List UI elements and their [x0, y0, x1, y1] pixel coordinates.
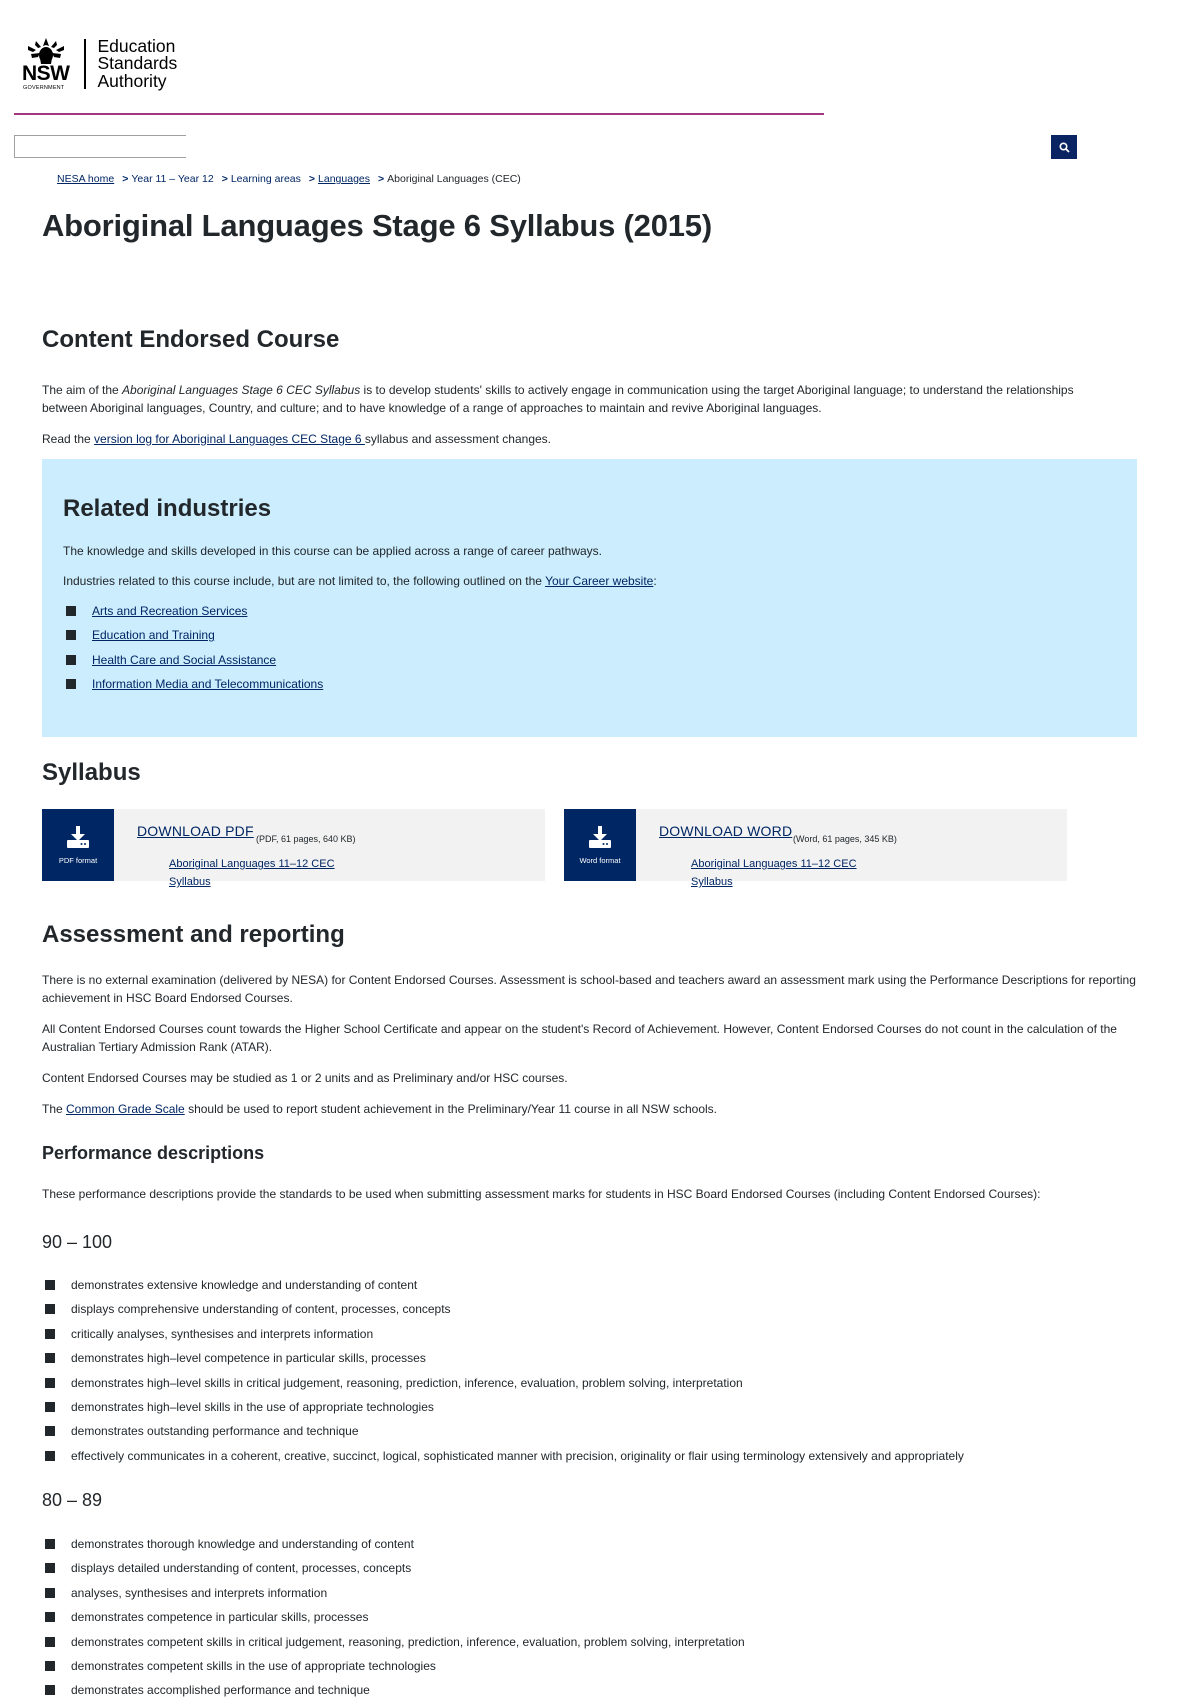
band-item-text: displays comprehensive understanding of content, processes, concepts	[71, 1302, 451, 1317]
performance-intro: These performance descriptions provide the standards to be used when submitting assessment marks for students in HSC Board Endorsed Courses (including Content Endorsed Courses):	[42, 1187, 1041, 1201]
bullet-square-icon	[45, 1304, 55, 1314]
list-item	[42, 1608, 745, 1632]
list-item	[42, 1447, 964, 1471]
download-word-meta: (Word, 61 pages, 345 KB)	[793, 834, 897, 844]
industry-link-education[interactable]: Education and Training	[92, 628, 215, 643]
bullet-square-icon	[66, 679, 76, 689]
download-word-desc-line-1: Aboriginal Languages 11–12 CEC	[691, 858, 857, 870]
related-career-text: Industries related to this course include, but are not limited to, the following outlined on the	[63, 574, 546, 588]
cec-intro	[42, 381, 1102, 417]
version-log-text: Read the	[42, 432, 95, 446]
band-item-text: demonstrates high–level skills in critical judgement, reasoning, prediction, inference, evaluation, problem solving, interpretation	[71, 1375, 743, 1390]
list-item	[63, 675, 323, 699]
download-pdf-description[interactable]	[169, 855, 359, 891]
related-intro: The knowledge and skills developed in this course can be applied across a range of career pathways.	[63, 544, 602, 558]
industries-list	[63, 602, 323, 700]
cec-intro-text-rest: is to develop students' skills to actively engage in communication using the target Aboriginal language; to understand the relationships between Aboriginal languages, Country, and culture; and to have knowledge of a range of approaches to maintain and revive Aboriginal languages.	[42, 383, 1074, 415]
list-item	[42, 1325, 964, 1349]
breadcrumb	[57, 173, 529, 185]
band-item-text: displays detailed understanding of content, processes, concepts	[71, 1561, 412, 1576]
org-name	[97, 35, 178, 91]
cgs-text: The	[42, 1102, 67, 1116]
industry-link-health[interactable]: Health Care and Social Assistance	[92, 652, 277, 667]
bullet-square-icon	[45, 1451, 55, 1461]
download-card-word	[564, 809, 1067, 888]
version-log-text-rest: syllabus and assessment changes.	[364, 432, 551, 446]
download-pdf-meta: (PDF, 61 pages, 640 KB)	[256, 834, 356, 844]
band-item-text: demonstrates competent skills in critical judgement, reasoning, prediction, inference, evaluation, problem solving, interpretation	[71, 1634, 745, 1649]
org-name-line-3: Authority	[97, 70, 167, 91]
breadcrumb-current: Aboriginal Languages (CEC)	[387, 173, 521, 185]
bullet-square-icon	[45, 1563, 55, 1573]
list-item	[42, 1276, 964, 1300]
cec-heading: Content Endorsed Course	[42, 326, 340, 353]
version-log-paragraph	[42, 430, 551, 448]
band-item-text: critically analyses, synthesises and interprets information	[71, 1326, 374, 1341]
related-career-paragraph	[63, 572, 657, 590]
list-item	[42, 1559, 745, 1583]
list-item	[42, 1633, 745, 1657]
download-icon	[588, 825, 612, 849]
version-log-link[interactable]: version log for Aboriginal Languages CEC Stage 6	[94, 432, 365, 446]
breadcrumb-separator: >	[378, 173, 385, 185]
band-item-text: analyses, synthesises and interprets information	[71, 1585, 328, 1600]
assessment-paragraph-4	[42, 1100, 717, 1118]
assessment-paragraph-1: There is no external examination (delivered by NESA) for Content Endorsed Courses. Assessment is school-based and teachers award an assessment mark using the Performance Descriptions for reporting achievement in HSC Board Endorsed Courses.	[42, 973, 1136, 1005]
bullet-square-icon	[45, 1637, 55, 1647]
band-item-text: demonstrates competent skills in the use of appropriate technologies	[71, 1658, 436, 1673]
related-industries-heading: Related industries	[63, 495, 272, 522]
bullet-square-icon	[45, 1588, 55, 1598]
list-item	[42, 1300, 964, 1324]
download-word-icon-tile[interactable]	[564, 809, 636, 881]
common-grade-scale-link[interactable]: Common Grade Scale	[66, 1102, 185, 1116]
list-item	[63, 602, 323, 626]
bullet-square-icon	[45, 1402, 55, 1412]
band-heading-90-100: 90 – 100	[42, 1232, 113, 1252]
your-career-link[interactable]: Your Career website	[545, 574, 654, 588]
logo-divider	[84, 39, 86, 89]
search-button[interactable]	[1051, 135, 1077, 159]
bullet-square-icon	[66, 630, 76, 640]
band-item-text: demonstrates extensive knowledge and understanding of content	[71, 1278, 418, 1292]
download-icon	[66, 825, 90, 849]
bullet-square-icon	[45, 1685, 55, 1695]
assessment-heading: Assessment and reporting	[42, 921, 345, 948]
download-word-link[interactable]: DOWNLOAD WORD	[659, 823, 793, 839]
org-name-line-2: Standards	[97, 53, 178, 74]
waratah-logo-icon	[22, 36, 70, 92]
download-word-desc-line-2: Syllabus	[691, 876, 733, 888]
band-item-text: demonstrates high–level skills in the use of appropriate technologies	[71, 1399, 434, 1414]
band-item-text: demonstrates thorough knowledge and understanding of content	[71, 1537, 414, 1551]
bullet-square-icon	[45, 1329, 55, 1339]
bullet-square-icon	[45, 1661, 55, 1671]
list-item	[42, 1374, 964, 1398]
related-career-text-rest: :	[653, 574, 657, 588]
industry-link-arts[interactable]: Arts and Recreation Services	[92, 604, 248, 618]
list-item	[42, 1422, 964, 1446]
bullet-square-icon	[45, 1612, 55, 1622]
breadcrumb-separator: >	[122, 173, 129, 185]
breadcrumb-separator: >	[221, 173, 228, 185]
performance-descriptions-heading: Performance descriptions	[42, 1143, 265, 1163]
list-item	[63, 651, 323, 675]
nsw-esa-logo[interactable]	[22, 36, 177, 92]
band-item-text: demonstrates outstanding performance and technique	[71, 1424, 359, 1439]
assessment-paragraph-2: All Content Endorsed Courses count towards the Higher School Certificate and appear on the student's Record of Achievement. However, Content Endorsed Courses do not count in the calculation of the Australian Tertiary Admission Rank (ATAR).	[42, 1022, 1117, 1054]
band-80-89-list	[42, 1535, 745, 1706]
download-pdf-link[interactable]: DOWNLOAD PDF	[137, 823, 254, 839]
bullet-square-icon	[45, 1539, 55, 1549]
breadcrumb-learning-areas[interactable]: Learning areas	[230, 173, 301, 185]
list-item	[42, 1349, 964, 1373]
related-industries-panel	[42, 459, 1137, 737]
search-icon	[1059, 142, 1070, 153]
format-label: PDF format	[58, 856, 98, 865]
download-pdf-desc-line-2: Syllabus	[169, 876, 211, 888]
cec-intro-syllabus-name: Aboriginal Languages Stage 6 CEC Syllabus	[122, 383, 361, 397]
page-title: Aboriginal Languages Stage 6 Syllabus (2015)	[42, 208, 712, 243]
band-item-text: effectively communicates in a coherent, creative, succinct, logical, sophisticated manner with precision, originality or flair using terminology extensively and appropriately	[71, 1448, 964, 1463]
breadcrumb-year-11-12[interactable]: Year 11 – Year 12	[131, 173, 214, 185]
bullet-square-icon	[45, 1378, 55, 1388]
assessment-paragraph-3: Content Endorsed Courses may be studied as 1 or 2 units and as Preliminary and/or HSC courses.	[42, 1071, 568, 1085]
search-input[interactable]	[14, 135, 186, 158]
breadcrumb-nesa-home[interactable]: NESA home	[57, 173, 115, 185]
band-heading-80-89: 80 – 89	[42, 1490, 103, 1510]
download-pdf-desc-line-1: Aboriginal Languages 11–12 CEC	[169, 858, 335, 870]
list-item	[42, 1398, 964, 1422]
download-card-pdf	[42, 809, 545, 888]
syllabus-heading: Syllabus	[42, 759, 141, 786]
cec-intro-text: The aim of the	[42, 383, 123, 397]
band-item-text: demonstrates high–level competence in particular skills, processes	[71, 1351, 426, 1366]
band-90-100-list	[42, 1276, 964, 1471]
industry-link-media[interactable]: Information Media and Telecommunications	[92, 677, 324, 692]
bullet-square-icon	[66, 655, 76, 665]
bullet-square-icon	[45, 1280, 55, 1290]
bullet-square-icon	[66, 606, 76, 616]
download-pdf-icon-tile[interactable]	[42, 809, 114, 881]
org-name-line-1: Education	[97, 35, 176, 56]
government-wordmark: GOVERNMENT	[23, 85, 65, 91]
bullet-square-icon	[45, 1353, 55, 1363]
band-item-text: demonstrates competence in particular skills, processes	[71, 1610, 369, 1625]
list-item	[42, 1584, 745, 1608]
nsw-wordmark: NSW	[22, 62, 70, 85]
list-item	[42, 1681, 745, 1705]
format-label: Word format	[579, 856, 621, 865]
breadcrumb-separator: >	[308, 173, 316, 185]
cgs-text-rest: should be used to report student achievement in the Preliminary/Year 11 course in all NSW schools.	[184, 1102, 718, 1116]
download-word-description[interactable]	[691, 855, 881, 891]
bullet-square-icon	[45, 1426, 55, 1436]
list-item	[42, 1657, 745, 1681]
list-item	[42, 1535, 745, 1559]
breadcrumb-languages[interactable]: Languages	[318, 173, 370, 185]
header-divider	[14, 113, 824, 115]
list-item	[63, 626, 323, 650]
band-item-text: demonstrates accomplished performance and technique	[71, 1683, 370, 1698]
